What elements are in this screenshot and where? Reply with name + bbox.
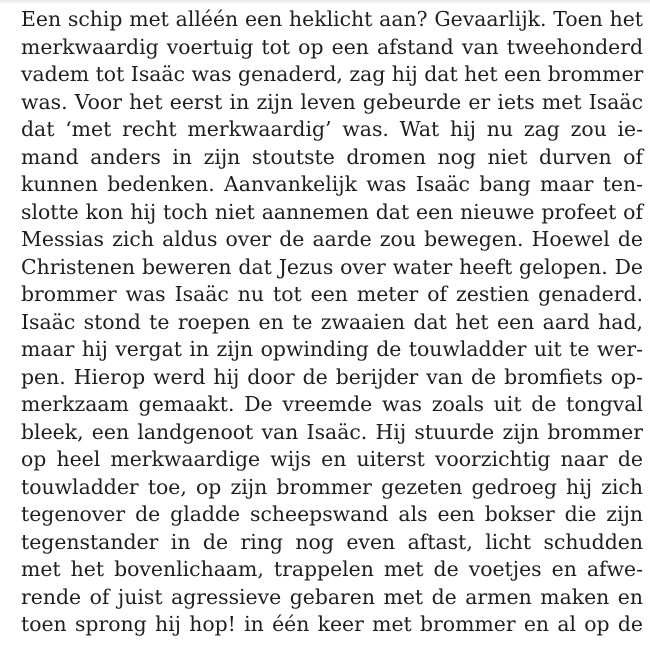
text-line: toen sprong hij hop! in één keer met brommer en al op de <box>21 612 643 636</box>
text-line: Messias zich aldus over de aarde zou bewegen. Hoewel de <box>21 227 643 251</box>
text-line: dat ‘met recht merkwaardig’ was. Wat hij nu zag zou ie- <box>21 117 643 141</box>
text-line: touwladder toe, op zijn brommer gezeten gedroeg hij zich <box>21 474 643 499</box>
text-line: maar hij vergat in zijn opwinding de touwladder uit te wer- <box>21 337 643 361</box>
text-line: op heel merkwaardige wijs en uiterst voorzichtig naar de <box>21 447 643 471</box>
text-line: met het bovenlichaam, trappelen met de voetjes en afwe- <box>21 557 643 581</box>
text-line: merkzaam gemaakt. De vreemde was zoals uit de tongval <box>21 392 643 416</box>
text-line: merkwaardig voertuig tot op een afstand van tweehonderd <box>21 34 643 59</box>
text-line: Isaäc stond te roepen en te zwaaien dat het een aard had, <box>21 309 643 334</box>
text-line: tegenstander in de ring nog even aftast, licht schudden <box>21 529 643 554</box>
text-line: pen. Hierop werd hij door de berijder van de bromfiets op- <box>21 364 643 389</box>
text-line: kunnen bedenken. Aanvankelijk was Isaäc bang maar ten- <box>21 172 643 196</box>
text-line: bleek, een landgenoot van Isaäc. Hij stuurde zijn brommer <box>21 419 643 444</box>
text-line: vadem tot Isaäc was genaderd, zag hij dat het een brommer <box>21 62 644 86</box>
text-line: Een schip met alléén een heklicht aan? Gevaarlijk. Toen het <box>21 7 643 31</box>
scan-top-edge <box>0 0 650 4</box>
text-line: rende of juist agressieve gebaren met de armen maken en <box>21 584 643 609</box>
book-page-text <box>21 6 643 639</box>
text-line: mand anders in zijn stoutste dromen nog niet durven of <box>21 144 643 169</box>
text-line: slotte kon hij toch niet aannemen dat een nieuwe profeet of <box>21 199 643 224</box>
text-line: tegenover de gladde scheepswand als een bokser die zijn <box>21 502 643 526</box>
text-line: Christenen beweren dat Jezus over water heeft gelopen. De <box>21 254 643 279</box>
text-line: was. Voor het eerst in zijn leven gebeurde er iets met Isaäc <box>21 89 643 114</box>
text-line: brommer was Isaäc nu tot een meter of zestien genaderd. <box>21 282 643 306</box>
